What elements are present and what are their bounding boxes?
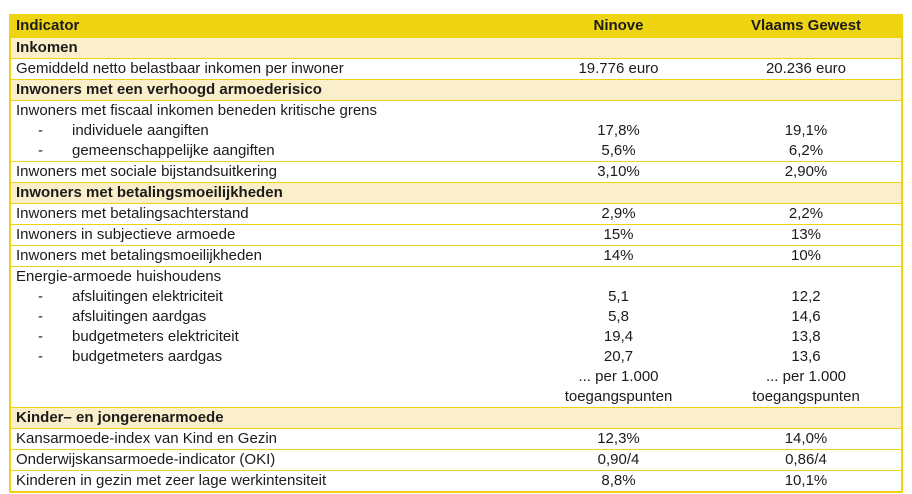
vlaams-gewest-value bbox=[711, 101, 901, 121]
row-line bbox=[11, 307, 901, 327]
vlaams-gewest-value: 20.236 euro bbox=[765, 60, 847, 77]
sub-item-label: afsluitingen aardgas bbox=[72, 308, 207, 325]
row-line bbox=[11, 327, 901, 347]
ninove-value: 14% bbox=[603, 247, 634, 264]
section-empty-ninove-cell bbox=[526, 80, 711, 100]
ninove-value: 19.776 euro bbox=[578, 60, 659, 77]
row-label: Inwoners met betalingsmoeilijkheden bbox=[16, 247, 262, 264]
sub-item-label: budgetmeters elektriciteit bbox=[72, 328, 239, 345]
section-title: Inwoners met betalingsmoeilijkheden bbox=[16, 184, 283, 201]
row-label bbox=[11, 387, 526, 407]
section-title: Inwoners met een verhoogd armoederisico bbox=[16, 81, 322, 98]
vlaams-gewest-value: toegangspunten bbox=[752, 388, 860, 405]
row-line bbox=[11, 141, 901, 161]
vlaams-gewest-value bbox=[711, 267, 901, 287]
vlaams-gewest-value: 0,86/4 bbox=[785, 451, 827, 468]
row-label: Kansarmoede-index van Kind en Gezin bbox=[16, 430, 277, 447]
section-empty-ninove-cell bbox=[526, 408, 711, 428]
dash-bullet: - bbox=[38, 288, 43, 305]
sub-item bbox=[11, 327, 526, 347]
dash-bullet: - bbox=[38, 328, 43, 345]
table-header-row bbox=[11, 14, 901, 37]
section-header-row bbox=[11, 182, 901, 203]
vlaams-gewest-value: 2,2% bbox=[788, 205, 824, 222]
row-label: Inwoners met sociale bijstandsuitkering bbox=[16, 163, 277, 180]
row-label bbox=[11, 367, 526, 387]
ninove-value: 5,1 bbox=[608, 288, 629, 305]
column-header-vlaams-gewest: Vlaams Gewest bbox=[750, 16, 862, 34]
ninove-value: 20,7 bbox=[603, 348, 634, 365]
table-body bbox=[11, 37, 901, 491]
row-label: Energie-armoede huishoudens bbox=[16, 268, 222, 285]
column-header-indicator: Indicator bbox=[16, 16, 80, 34]
ninove-value bbox=[526, 101, 711, 121]
vlaams-gewest-value: 13% bbox=[790, 226, 822, 243]
vlaams-gewest-value: 13,8 bbox=[791, 328, 821, 345]
ninove-value: toegangspunten bbox=[564, 388, 673, 405]
vlaams-gewest-value: 10% bbox=[790, 247, 822, 264]
sub-item bbox=[11, 121, 526, 141]
table-row bbox=[11, 470, 901, 491]
ninove-value: 3,10% bbox=[597, 163, 640, 180]
vlaams-gewest-value: ... per 1.000 bbox=[765, 368, 847, 385]
sub-item bbox=[11, 287, 526, 307]
ninove-value: 8,8% bbox=[601, 472, 636, 489]
ninove-value: 2,9% bbox=[601, 205, 636, 222]
row-label: Inwoners met fiscaal inkomen beneden kritische grens bbox=[16, 102, 378, 119]
row-label: Gemiddeld netto belastbaar inkomen per inwoner bbox=[16, 60, 344, 77]
sub-item-label: individuele aangiften bbox=[72, 122, 209, 139]
section-empty-ninove-cell bbox=[526, 183, 711, 203]
row-line bbox=[11, 101, 901, 121]
section-empty-vlaams-gewest-cell bbox=[711, 38, 901, 58]
ninove-value: 12,3% bbox=[597, 430, 640, 447]
table-row bbox=[11, 161, 901, 182]
vlaams-gewest-value: 12,2 bbox=[791, 288, 821, 305]
ninove-value: 5,8 bbox=[608, 308, 629, 325]
ninove-value: ... per 1.000 bbox=[578, 368, 659, 385]
table-row bbox=[11, 224, 901, 245]
section-empty-vlaams-gewest-cell bbox=[711, 183, 901, 203]
ninove-value bbox=[526, 267, 711, 287]
sub-item bbox=[11, 141, 526, 161]
section-title: Inkomen bbox=[16, 39, 78, 56]
row-line bbox=[11, 347, 901, 367]
section-empty-vlaams-gewest-cell bbox=[711, 408, 901, 428]
row-line bbox=[11, 287, 901, 307]
section-header-row bbox=[11, 79, 901, 100]
sub-item-label: gemeenschappelijke aangiften bbox=[72, 142, 275, 159]
dash-bullet: - bbox=[38, 142, 43, 159]
dash-bullet: - bbox=[38, 348, 43, 365]
row-label: Kinderen in gezin met zeer lage werkintensiteit bbox=[16, 472, 327, 489]
sub-item bbox=[11, 347, 526, 367]
sub-item-label: afsluitingen elektriciteit bbox=[72, 288, 223, 305]
vlaams-gewest-value: 10,1% bbox=[784, 472, 828, 489]
vlaams-gewest-value: 19,1% bbox=[784, 122, 828, 139]
dash-bullet: - bbox=[38, 122, 43, 139]
table-row bbox=[11, 203, 901, 224]
column-header-ninove: Ninove bbox=[593, 16, 644, 34]
vlaams-gewest-value: 6,2% bbox=[788, 142, 824, 159]
row-line bbox=[11, 387, 901, 407]
section-empty-vlaams-gewest-cell bbox=[711, 80, 901, 100]
section-empty-ninove-cell bbox=[526, 38, 711, 58]
dash-bullet: - bbox=[38, 308, 43, 325]
table-row bbox=[11, 58, 901, 79]
table-row bbox=[11, 428, 901, 449]
indicator-table bbox=[9, 14, 903, 493]
vlaams-gewest-value: 14,0% bbox=[784, 430, 828, 447]
ninove-value: 17,8% bbox=[597, 122, 640, 139]
row-label: Inwoners in subjectieve armoede bbox=[16, 226, 236, 243]
table-row bbox=[11, 245, 901, 266]
sub-item bbox=[11, 307, 526, 327]
table-row bbox=[11, 449, 901, 470]
section-title: Kinder– en jongerenarmoede bbox=[16, 409, 224, 426]
row-line bbox=[11, 267, 901, 287]
sub-item-label: budgetmeters aardgas bbox=[72, 348, 223, 365]
section-header-row bbox=[11, 37, 901, 58]
section-header-row bbox=[11, 407, 901, 428]
ninove-value: 19,4 bbox=[603, 328, 634, 345]
row-line bbox=[11, 121, 901, 141]
ninove-value: 0,90/4 bbox=[597, 451, 640, 468]
vlaams-gewest-value: 13,6 bbox=[791, 348, 821, 365]
row-label: Onderwijskansarmoede-indicator (OKI) bbox=[16, 451, 276, 468]
table-row-group bbox=[11, 100, 901, 161]
ninove-value: 15% bbox=[603, 226, 634, 243]
row-label: Inwoners met betalingsachterstand bbox=[16, 205, 249, 222]
table-row-group bbox=[11, 266, 901, 407]
row-line bbox=[11, 367, 901, 387]
vlaams-gewest-value: 2,90% bbox=[784, 163, 828, 180]
vlaams-gewest-value: 14,6 bbox=[791, 308, 821, 325]
ninove-value: 5,6% bbox=[601, 142, 636, 159]
